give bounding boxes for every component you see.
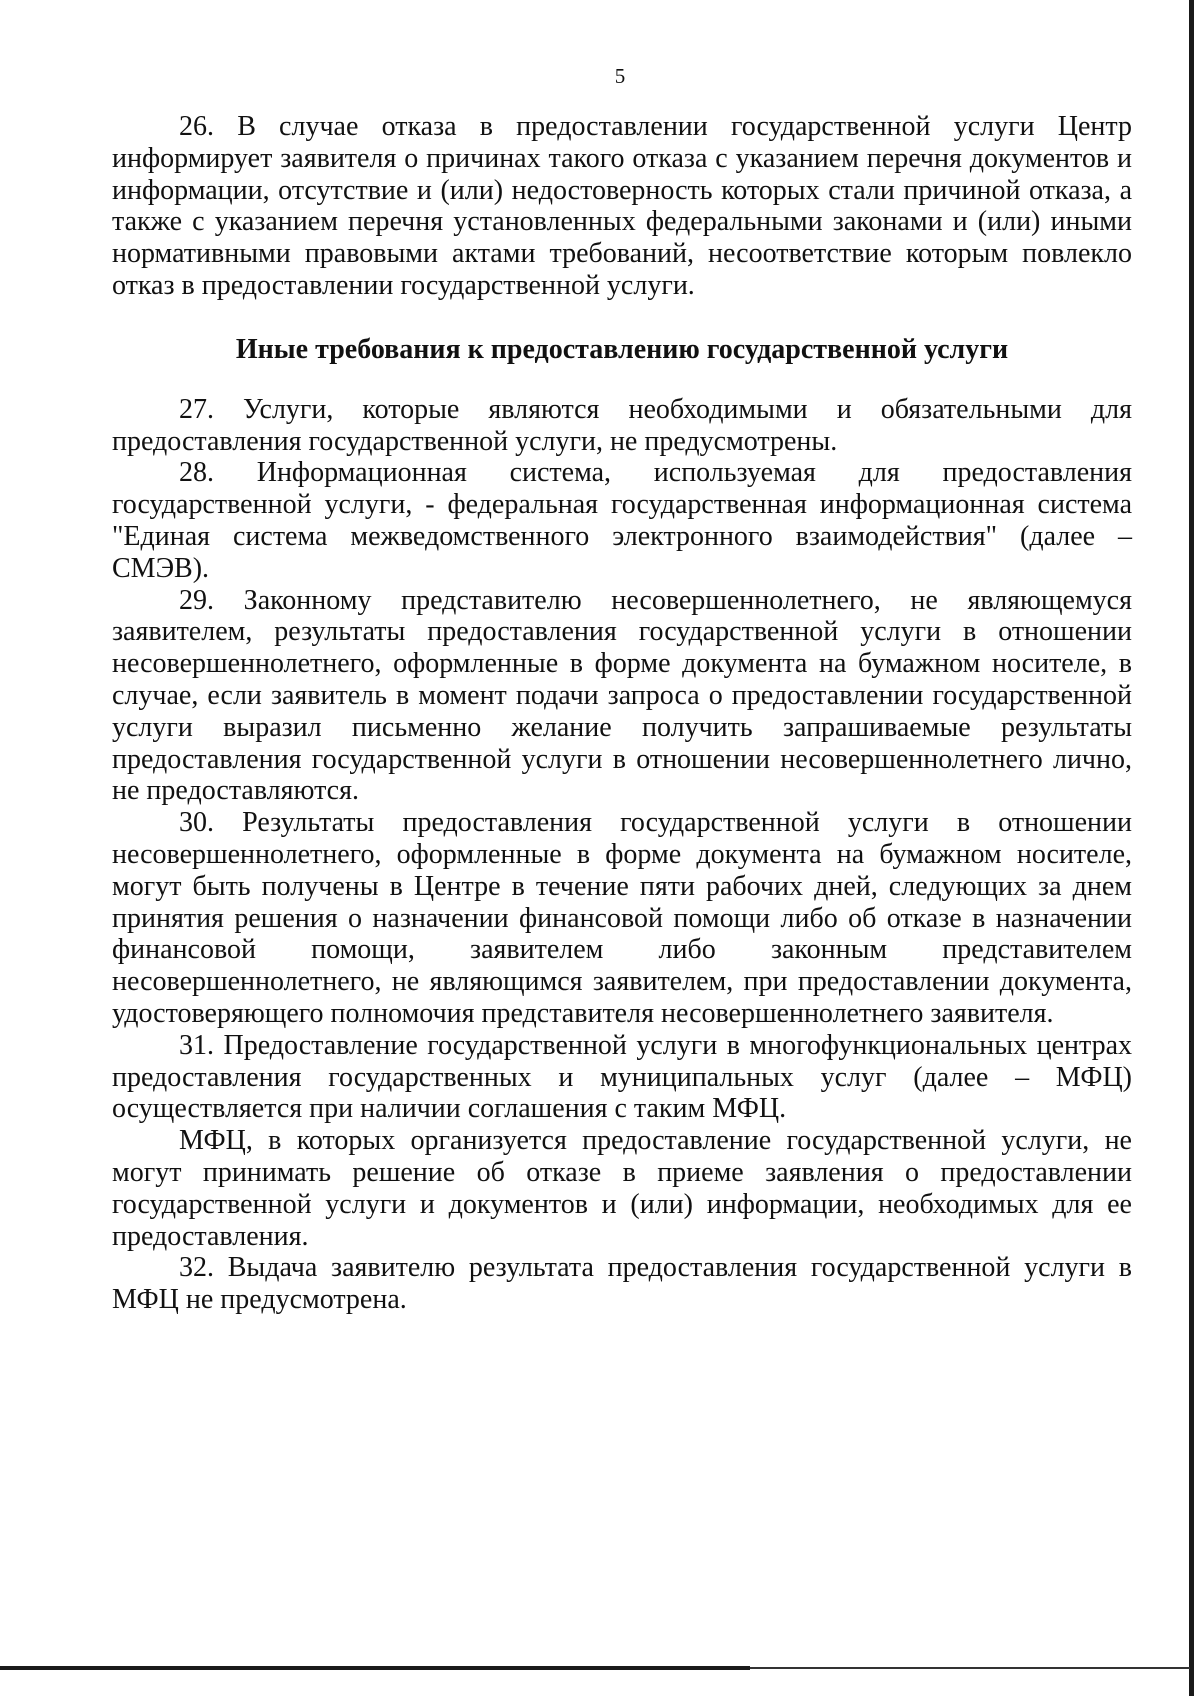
paragraph-27: 27. Услуги, которые являются необходимыми и обязательными для предоставления государственной услуги, не предусмотрены. xyxy=(112,393,1132,457)
paragraph-mfc: МФЦ, в которых организуется предоставление государственной услуги, не могут принимать решение об отказе в приеме заявления о предоставлении государственной услуги и документов и (или) информации, необходимых для ее предоставления. xyxy=(112,1125,1132,1252)
scan-edge-bottom-thin xyxy=(750,1667,1190,1669)
page-number: 5 xyxy=(614,64,626,88)
paragraph-32: 32. Выдача заявителю результата предоставления государственной услуги в МФЦ не предусмотрена. xyxy=(112,1252,1132,1316)
section-heading: Иные требования к предоставлению государственной услуги xyxy=(235,333,1009,365)
paragraph-31: 31. Предоставление государственной услуги в многофункциональных центрах предоставления государственных и муниципальных услуг (далее – МФЦ) осуществляется при наличии соглашения с таким МФЦ. xyxy=(112,1029,1132,1125)
document-body xyxy=(112,111,1132,1316)
paragraph-28: 28. Информационная система, используемая для предоставления государственной услуги, - федеральная государственная информационная система "Единая система межведомственного электронного взаимодействия" (далее – СМЭВ). xyxy=(112,457,1132,584)
paragraph-29: 29. Законному представителю несовершеннолетнего, не являющемуся заявителем, результаты предоставления государственной услуги в отношении несовершеннолетнего, оформленные в форме документа на бумажном носителе, в случае, если заявитель в момент подачи запроса о предоставлении государственной услуги выразил письменно желание получить запрашиваемые результаты предоставления государственной услуги в отношении несовершеннолетнего лично, не предоставляются. xyxy=(112,584,1132,807)
scan-edge-bottom xyxy=(0,1666,750,1670)
paragraph-26: 26. В случае отказа в предоставлении государственной услуги Центр информирует заявителя о причинах такого отказа с указанием перечня документов и информации, отсутствие и (или) недостоверность которых стали причиной отказа, а также с указанием перечня установленных федеральными законами и (или) иными нормативными правовыми актами требований, несоответствие которым повлекло отказ в предоставлении государственной услуги. xyxy=(112,111,1132,301)
paragraph-30: 30. Результаты предоставления государственной услуги в отношении несовершеннолетнего, оформленные в форме документа на бумажном носителе, могут быть получены в Центре в течение пяти рабочих дней, следующих за днем принятия решения о назначении финансовой помощи либо об отказе в назначении финансовой помощи, заявителем либо законным представителем несовершеннолетнего, не являющимся заявителем, при предоставлении документа, удостоверяющего полномочия представителя несовершеннолетнего заявителя. xyxy=(112,807,1132,1029)
scan-edge-right xyxy=(1189,0,1194,1696)
